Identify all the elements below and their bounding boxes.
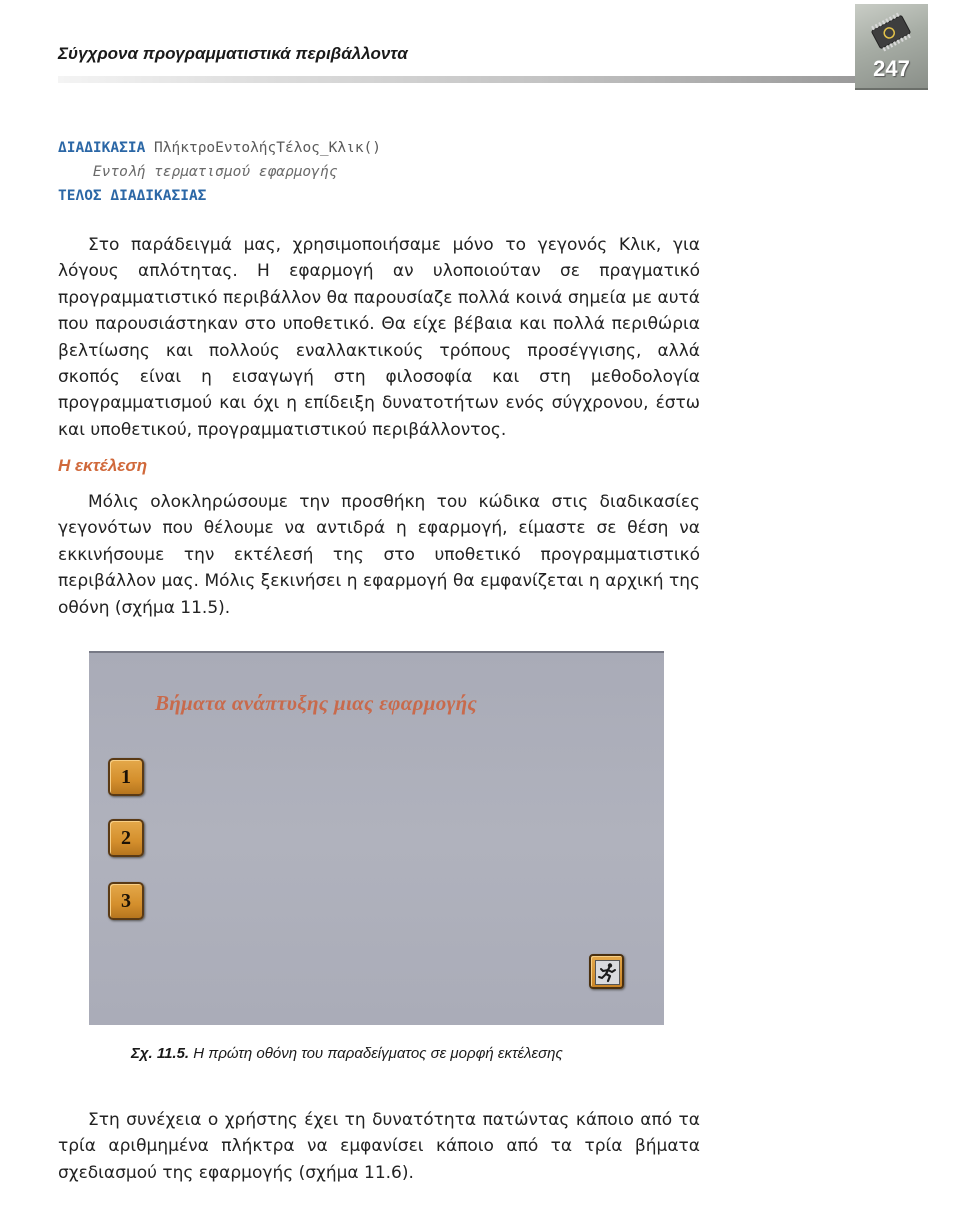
code-statement: Εντολή τερματισμού εφαρμογής (58, 164, 338, 180)
figure-caption-text: Η πρώτη οθόνη του παραδείγματος σε μορφή εκτέλεσης (189, 1045, 563, 1062)
paragraph-next-steps: Στη συνέχεια ο χρήστης έχει τη δυνατότητα πατώντας κάποιο από τα τρία αριθμημένα πλήκτρα να εμφανίσει κάποιο από τα τρία βήματα σχεδιασμού της εφαρμογής (σχήμα 11.6). (58, 1110, 700, 1183)
paragraph-execution: Μόλις ολοκληρώσουμε την προσθήκη του κώδικα στις διαδικασίες γεγονότων που θέλουμε να αντιδρά η εφαρμογή, είμαστε σε θέση να εκκινήσουμε την εκτέλεσή της στο υποθετικό προγραμματιστικό περιβάλλον μας. Μόλις ξεκινήσει η εφαρμογή θα εμφανίζεται η αρχική της οθόνη (σχήμα 11.5). (58, 492, 700, 618)
header-rule (58, 76, 858, 83)
run-exit-button[interactable] (589, 954, 624, 989)
section-heading: Η εκτέλεση (58, 456, 148, 475)
page-number: 247 (873, 56, 910, 81)
running-header-title: Σύγχρονα προγραμματιστικά περιβάλλοντα (58, 44, 408, 63)
step-3-button[interactable]: 3 (108, 882, 144, 920)
code-procedure-name: ΠλήκτροΕντολήςΤέλος_Κλικ() (145, 140, 382, 156)
microchip-icon (865, 12, 917, 52)
step-1-button[interactable]: 1 (108, 758, 144, 796)
page-number-badge (855, 4, 928, 90)
code-keyword-procedure: ΔΙΑΔΙΚΑΣΙΑ (58, 140, 146, 156)
running-man-icon (596, 961, 619, 984)
paragraph-example-summary: Στο παράδειγμά μας, χρησιμοποιήσαμε μόνο το γεγονός Κλικ, για λόγους απλότητας. Η εφαρμογή αν υλοποιούταν σε πραγματικό προγραμματιστικό περιβάλλον θα παρουσίαζε πολλά κοινά σημεία με αυτά που παρουσιάστηκαν στο υποθετικό. Θα είχε βέβαια και πολλά περιθώρια βελτίωσης και πολλούς εναλλακτικούς τρόπους προσέγγισης, αλλά σκοπός είναι η εισαγωγή στη φιλοσοφία και στη μεθοδολογία προγραμματισμού και όχι η επίδειξη δυνατοτήτων ενός σύγχρονου, έστω και υποθετικού, προγραμματιστικού περιβάλλοντος. (58, 235, 700, 440)
figure-caption (131, 1045, 563, 1062)
figure-caption-label: Σχ. 11.5. (131, 1045, 190, 1062)
step-2-button[interactable]: 2 (108, 819, 144, 857)
code-block (58, 136, 381, 208)
code-keyword-end-procedure: ΤΕΛΟΣ ΔΙΑΔΙΚΑΣΙΑΣ (58, 188, 207, 204)
app-screen-title: Βήματα ανάπτυξης μιας εφαρμογής (155, 691, 478, 715)
figure-app-screen (89, 651, 664, 1025)
